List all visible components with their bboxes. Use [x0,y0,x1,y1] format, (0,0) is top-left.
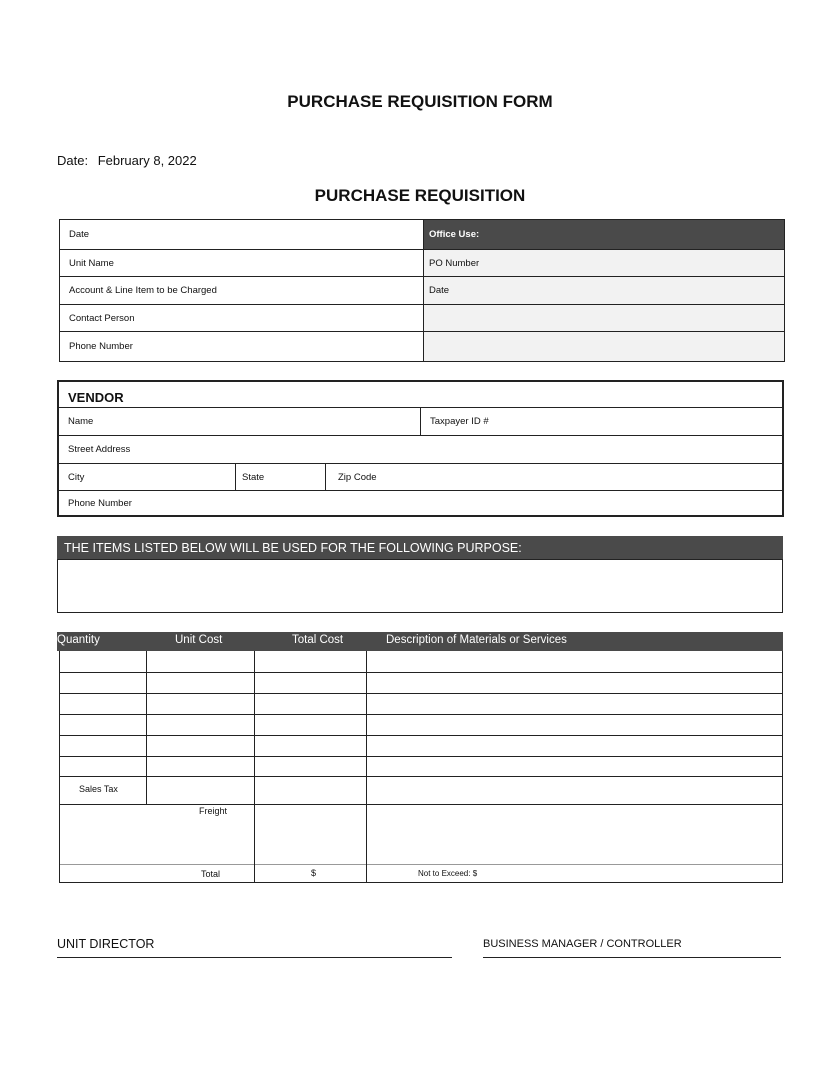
req-row-contact [60,305,784,332]
column-description: Description of Materials or Services [386,634,567,646]
vendor-heading: VENDOR [68,390,124,405]
total-cost-entry-cells[interactable] [255,651,366,864]
vendor-section [57,380,784,517]
business-manager-signature-line[interactable] [483,957,781,958]
items-header-row [57,632,783,651]
total-dollar-sign: $ [311,868,317,878]
unit-director-signature-line[interactable] [57,957,452,958]
unit-cost-entry-cells[interactable] [147,651,254,804]
req-row-phone [60,332,784,361]
not-to-exceed-label: Not to Exceed: $ [418,869,478,878]
req-row-account [60,277,784,305]
office-blank-field-2[interactable] [424,332,784,361]
section-title: PURCHASE REQUISITION [314,186,526,205]
vendor-row-street [59,435,782,463]
form-title: PURCHASE REQUISITION FORM [287,92,553,111]
freight-label: Freight [199,806,228,816]
quantity-entry-cells[interactable] [60,651,146,776]
column-total-cost: Total Cost [292,634,344,646]
vendor-row-name [59,407,782,435]
req-date-field[interactable]: Date [60,220,424,249]
taxpayer-id-field[interactable]: Taxpayer ID # [420,408,782,435]
date-value: February 8, 2022 [97,153,197,168]
description-entry-cells[interactable] [367,651,782,864]
date-label: Date: [57,153,89,168]
items-table [59,651,783,883]
column-unit-cost: Unit Cost [175,634,223,646]
business-manager-label: BUSINESS MANAGER / CONTROLLER [483,938,682,950]
unit-director-label: UNIT DIRECTOR [57,937,155,951]
vendor-row-phone [59,490,782,515]
sales-tax-label: Sales Tax [79,784,118,794]
unit-name-field[interactable]: Unit Name [60,250,424,276]
column-quantity: Quantity [57,634,100,646]
po-number-field[interactable]: PO Number [424,250,784,276]
vendor-name-field[interactable]: Name [68,416,94,427]
vendor-row-city [59,463,782,490]
vendor-phone-field[interactable]: Phone Number [68,497,132,509]
req-row-unit-name [60,250,784,277]
purpose-input-area[interactable] [57,559,783,613]
street-address-field[interactable]: Street Address [68,444,131,455]
row-divider [60,864,782,865]
total-label: Total [201,869,221,879]
account-line-item-field[interactable]: Account & Line Item to be Charged [60,277,424,304]
req-row-date [60,220,784,250]
office-date-field[interactable]: Date [424,277,784,304]
city-field[interactable]: City [68,471,85,483]
phone-number-field[interactable]: Phone Number [60,332,424,361]
date-line [57,153,203,168]
requisition-table [59,219,785,362]
office-use-header: Office Use: [424,220,784,249]
zip-code-field[interactable]: Zip Code [325,464,782,490]
office-blank-field-1[interactable] [424,305,784,331]
state-field[interactable]: State [235,464,325,490]
purpose-heading: THE ITEMS LISTED BELOW WILL BE USED FOR THE FOLLOWING PURPOSE: [57,536,783,559]
contact-person-field[interactable]: Contact Person [60,305,424,331]
